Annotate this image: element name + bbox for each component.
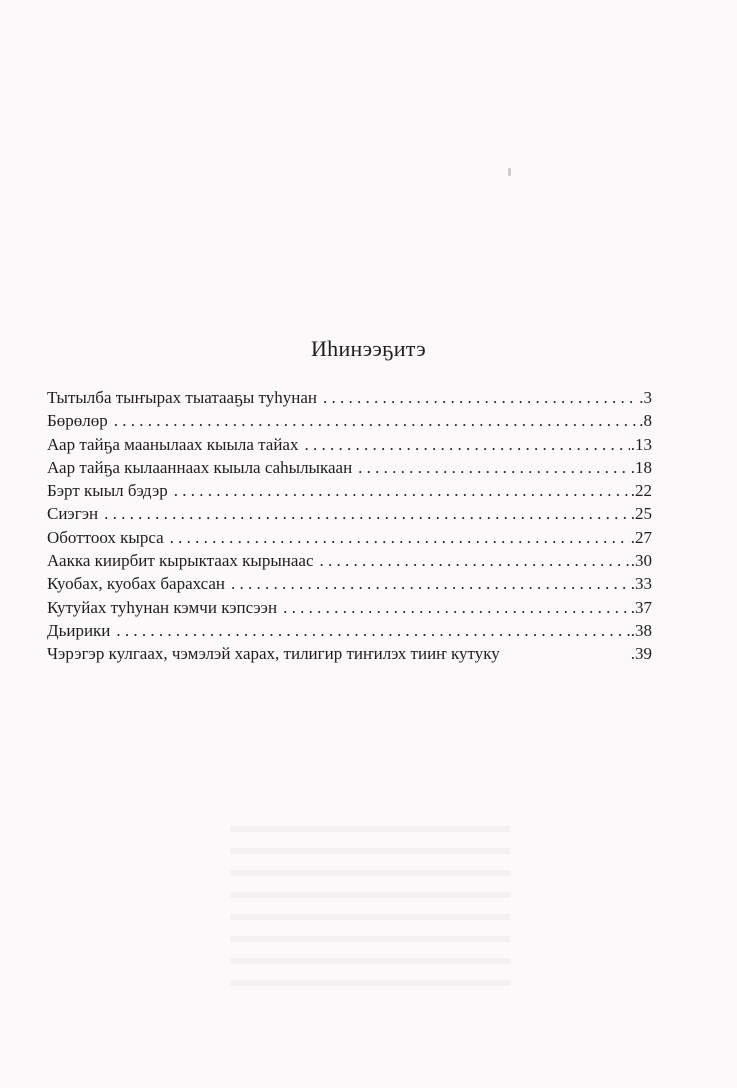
dot-leader <box>320 549 630 572</box>
toc-entry-title: Дьирики <box>47 620 111 640</box>
toc-entry-title: Аакка киирбит кырыктаах кырынаас <box>47 551 314 571</box>
dot-leader <box>323 386 638 409</box>
dot-leader <box>283 596 630 619</box>
toc-entry-page: .27 <box>630 527 652 547</box>
toc-entry-page: .37 <box>630 597 652 617</box>
toc-entry-title: Бөрөлөр <box>47 411 108 431</box>
toc-entry-page: .30 <box>630 551 652 571</box>
toc-entry[interactable] <box>47 572 652 595</box>
toc-entry[interactable] <box>47 479 652 502</box>
toc-entry[interactable] <box>47 456 652 479</box>
table-of-contents <box>47 386 652 666</box>
dot-leader <box>231 572 630 595</box>
toc-entry-title: Кутуйах туһунан кэмчи кэпсээн <box>47 597 278 617</box>
bleed-through-text <box>230 826 510 986</box>
toc-heading: Иһинээҕитэ <box>310 336 427 361</box>
toc-entry[interactable] <box>47 502 652 525</box>
dot-leader <box>304 433 629 456</box>
toc-entry-title: Сиэгэн <box>47 504 99 524</box>
dot-leader <box>116 619 629 642</box>
toc-entry-page: .39 <box>630 644 652 664</box>
dot-leader <box>174 479 630 502</box>
dot-leader <box>104 502 630 525</box>
toc-entry-page: .18 <box>630 457 652 477</box>
toc-entry-title: Бэрт кыыл бэдэр <box>47 481 168 501</box>
toc-entry-page: .33 <box>630 574 652 594</box>
toc-entry[interactable] <box>47 596 652 619</box>
toc-entry-page: .8 <box>639 411 652 431</box>
toc-entry[interactable] <box>47 549 652 572</box>
toc-entry-title: Аар тайҕа маанылаах кыыла тайах <box>47 434 299 454</box>
toc-entry-title: Куобах, куобах барахсан <box>47 574 226 594</box>
toc-entry-page: .13 <box>630 434 652 454</box>
toc-entry[interactable] <box>47 619 652 642</box>
toc-entry[interactable] <box>47 386 652 409</box>
toc-entry-title: Чэрэгэр кулгаах, чэмэлэй харах, тилигир тиҥилэх тииҥ кутуку <box>47 644 500 664</box>
toc-entry-page: .22 <box>630 481 652 501</box>
toc-entry-title: Оботтоох кырса <box>47 527 164 547</box>
toc-entry[interactable] <box>47 433 652 456</box>
toc-entry[interactable] <box>47 526 652 549</box>
toc-entry-page: .25 <box>630 504 652 524</box>
ink-mark <box>508 168 511 176</box>
dot-leader <box>358 456 630 479</box>
toc-entry-title: Тытылба тыҥырах тыатааҕы туһунан <box>47 388 317 407</box>
toc-entry-title: Аар тайҕа кылааннаах кыыла саһылыкаан <box>47 457 353 477</box>
toc-entry-page: .3 <box>639 388 652 407</box>
toc-entry-page: .38 <box>630 620 652 640</box>
toc-entry[interactable] <box>47 642 652 665</box>
toc-entry[interactable] <box>47 409 652 432</box>
dot-leader <box>170 526 630 549</box>
dot-leader <box>114 409 639 432</box>
